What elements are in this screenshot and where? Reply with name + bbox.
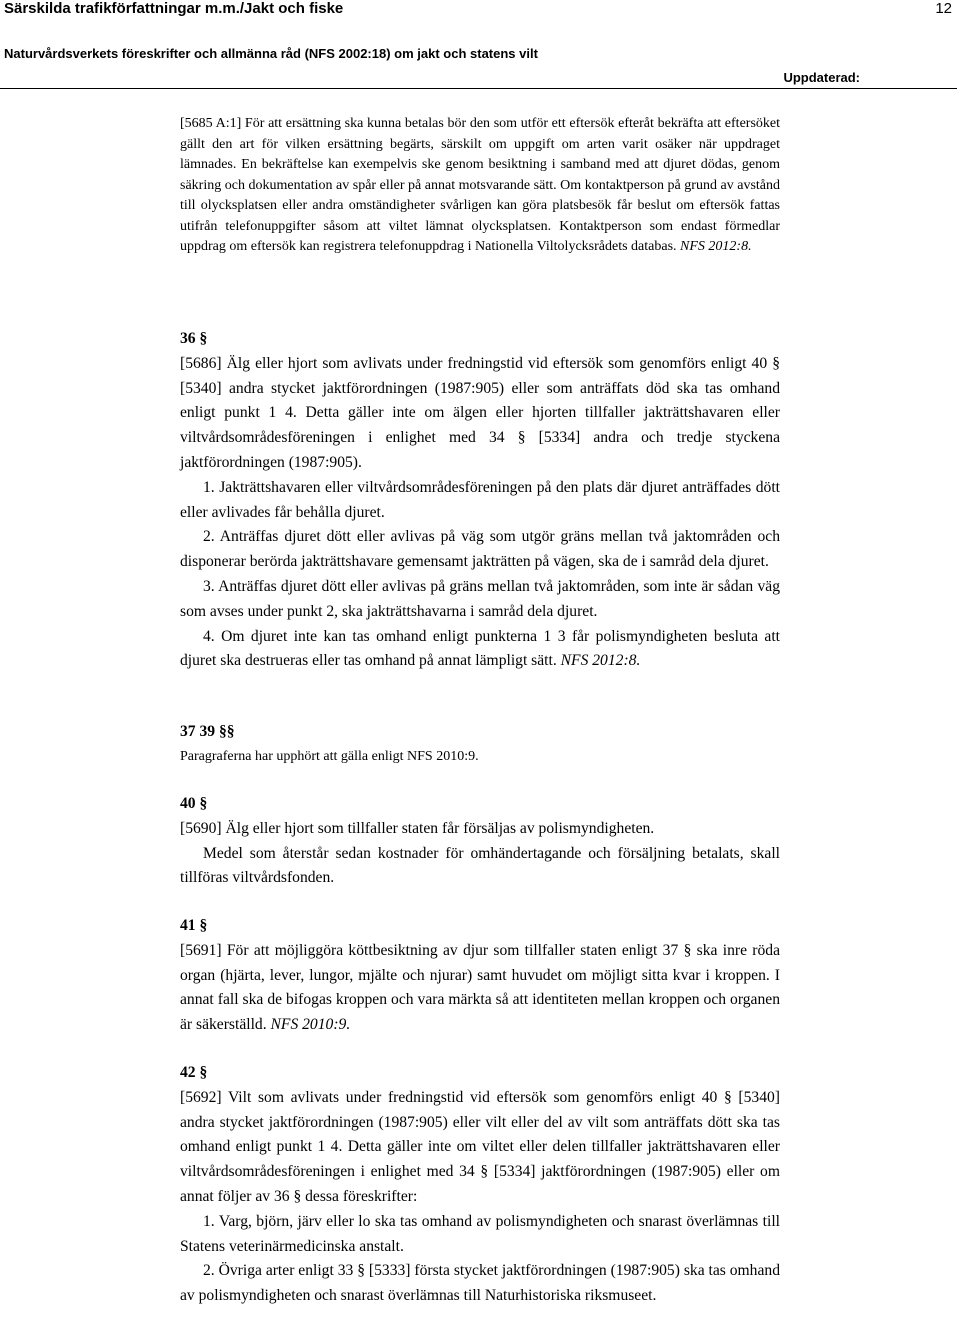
- section-42-item-2: 2. Övriga arter enligt 33 § [5333] första stycket jaktförordningen (1987:905) ska tas omhand av polismyndigheten och snarast överlämnas till Naturhistoriska riksmuseet.: [180, 1262, 780, 1305]
- section-36-heading: 36 §: [180, 330, 208, 347]
- section-36-item-3: 3. Anträffas djuret dött eller avlivas på gräns mellan två jaktområden, som inte är sådan väg som avses under punkt 2, ska jakträttshavarna i samråd dela djuret.: [180, 577, 780, 620]
- section-36-item-2: 2. Anträffas djuret dött eller avlivas på väg som utgör gräns mellan två jaktområden och disponerar berörda jakträttshavare gemensamt jakträtten på vägen, ska de i samråd dela djuret.: [180, 528, 780, 571]
- section-41: [180, 914, 780, 1038]
- section-36-intro: [5686] Älg eller hjort som avlivats under fredningstid vid eftersök som genomförs enligt 40 § [5340] andra stycket jaktförordningen (1987:905) eller som anträffats död ska tas omhand enligt punkt 1 4. Detta gäller inte om älgen eller hjorten tillfaller jakträttshavaren eller viltvårdsområdesföreningen i enlighet med 34 § [5334] andra och tredje styckena jaktförordningen (1987:905).: [180, 354, 780, 471]
- section-36-reference: NFS 2012:8.: [560, 652, 641, 670]
- document-subtitle: Naturvårdsverkets föreskrifter och allmänna råd (NFS 2002:18) om jakt och statens vilt: [4, 46, 538, 61]
- section-37-39-text: Paragraferna har upphört att gälla enligt NFS 2010:9.: [180, 748, 479, 764]
- section-41-text: [5691] För att möjliggöra köttbesiktning av djur som tillfaller staten enligt 37 § ska inre röda organ (hjärta, lever, lungor, mjälte och njurar) samt huvudet om möjligt sitta kvar i kroppen. I annat fall ska de bifogas kroppen och vara märkta så att identiteten mellan kroppen och organen är säkerställd. NFS 2010:9.: [180, 941, 780, 1034]
- page-number: 12: [935, 0, 952, 17]
- section-42-intro: [5692] Vilt som avlivats under fredningstid vid eftersök som genomförs enligt 40 § [5340] andra stycket jaktförordningen (1987:905) eller vilt eller del av vilt som anträffats dött ska tas omhand enligt punkt 1 4. Detta gäller inte om viltet eller delen tillfaller jakträttshavaren eller viltvårdsområdesföreningen i enlighet med 34 § [5334] jaktförordningen (1987:905) eller om annat följer av 36 § dessa föreskrifter:: [180, 1088, 780, 1205]
- section-40-heading: 40 §: [180, 795, 208, 812]
- header-rule: [0, 88, 957, 89]
- section-41-heading: 41 §: [180, 917, 208, 934]
- section-42-heading: 42 §: [180, 1064, 208, 1081]
- section-40: [180, 792, 780, 891]
- section-36-item-1: 1. Jakträttshavaren eller viltvårdsområdesföreningen på den plats där djuret anträffades dött eller avlivades får behålla djuret.: [180, 478, 780, 521]
- section-37-39-heading: 37 39 §§: [180, 723, 235, 740]
- section-41-reference: NFS 2010:9.: [270, 1016, 351, 1034]
- document-title: Särskilda trafikförfattningar m.m./Jakt och fiske: [4, 0, 344, 17]
- updated-label: Uppdaterad:: [783, 70, 860, 85]
- section-37-39: [180, 720, 780, 770]
- section-36-item-4: 4. Om djuret inte kan tas omhand enligt punkterna 1 3 får polismyndigheten besluta att djuret ska destrueras eller tas omhand på annat lämpligt sätt. NFS 2012:8.: [180, 627, 780, 670]
- section-40-paragraph-2: Medel som återstår sedan kostnader för omhändertagande och försäljning betalats, skall tillföras viltvårdsfonden.: [180, 844, 780, 887]
- page-header: [4, 0, 952, 18]
- advice-5685-reference: NFS 2012:8.: [680, 239, 752, 254]
- section-42-item-1: 1. Varg, björn, järv eller lo ska tas omhand av polismyndigheten och snarast överlämnas till Statens veterinärmedicinska anstalt.: [180, 1212, 780, 1255]
- section-42: [180, 1061, 780, 1309]
- advice-5685: [180, 114, 780, 258]
- section-40-paragraph-1: [5690] Älg eller hjort som tillfaller staten får försäljas av polismyndigheten.: [180, 819, 655, 837]
- section-36: [180, 327, 780, 674]
- advice-5685-text: [5685 A:1] För att ersättning ska kunna betalas bör den som utför ett eftersök efteråt bekräfta att eftersöket gällt den art för vilken ersättning begärts, särskilt om uppgift om arten varit osäker när uppdraget lämnades. En bekräftelse kan exempelvis ske genom besiktning i samband med att djuret dödas, genom säkring och dokumentation av spår eller på annat motsvarande sätt. Om kontaktperson på grund av avstånd till olycksplatsen eller andra omständigheter svårligen kan göra platsbesök får beslut om eftersök fattas utifrån telefonuppgifter såsom att viltet lämnat olycksplatsen. Kontaktperson som endast förmedlar uppdrag om eftersök kan registrera telefonuppdrag i Nationella Viltolycksrådets databas. NFS 2012:8.: [180, 116, 780, 254]
